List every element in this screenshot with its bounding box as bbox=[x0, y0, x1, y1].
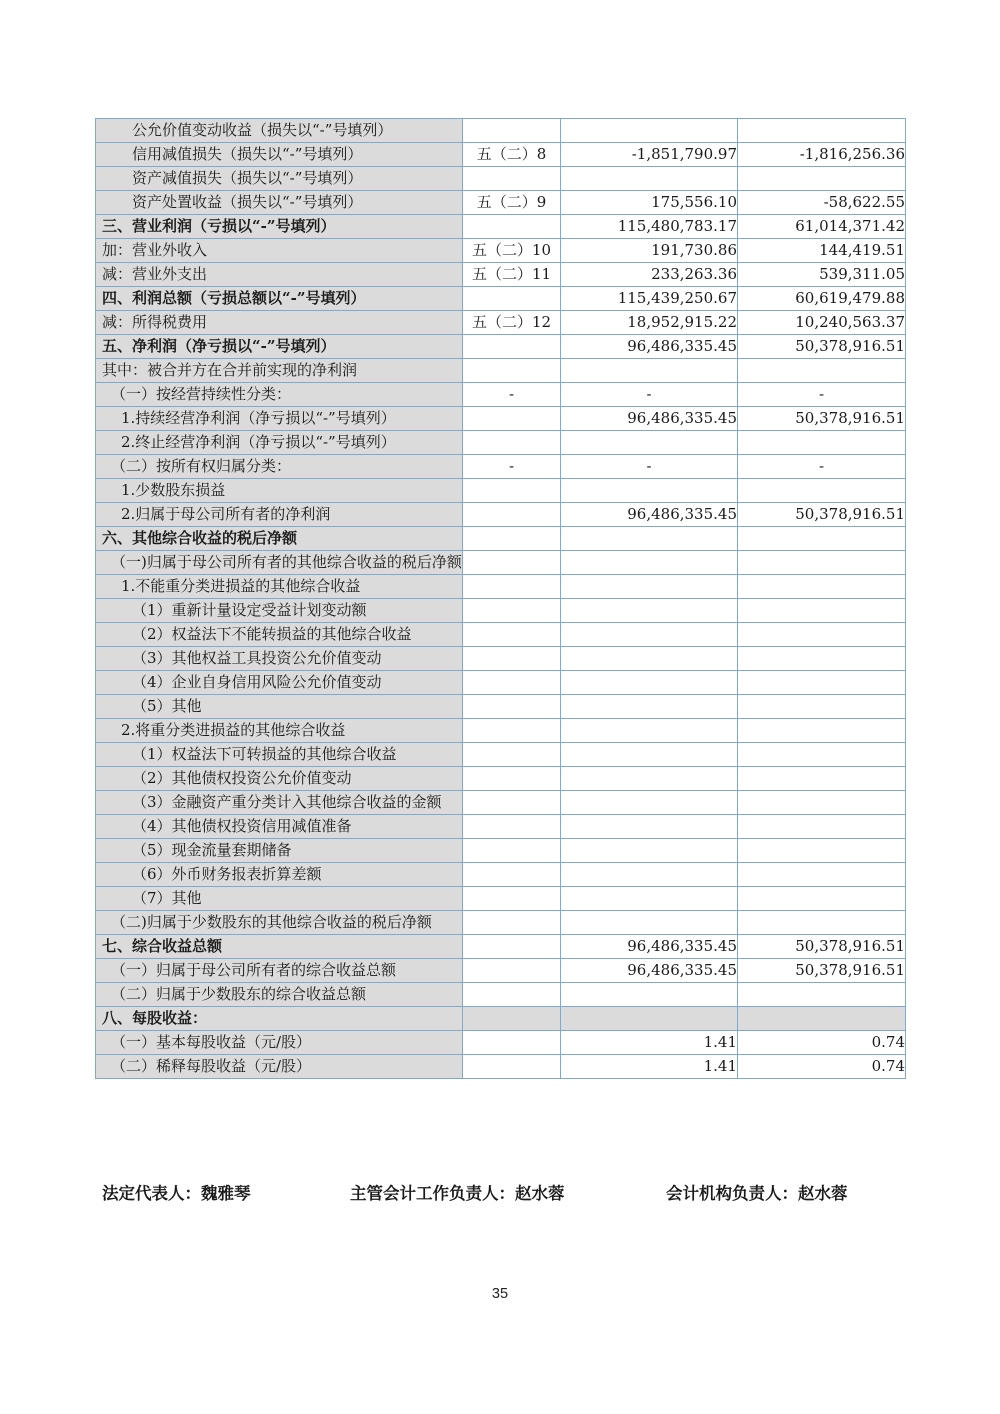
row-value-current-period bbox=[561, 863, 738, 887]
table-row bbox=[96, 815, 906, 839]
income-statement-table bbox=[95, 118, 906, 1079]
row-label: （5）其他 bbox=[96, 695, 463, 719]
row-value-prior-period bbox=[738, 743, 906, 767]
row-value-prior-period bbox=[738, 695, 906, 719]
table-row bbox=[96, 791, 906, 815]
row-value-prior-period bbox=[738, 863, 906, 887]
row-value-current-period: 96,486,335.45 bbox=[561, 959, 738, 983]
row-value-prior-period bbox=[738, 599, 906, 623]
row-label: 八、每股收益： bbox=[96, 1007, 463, 1031]
row-note: - bbox=[463, 455, 561, 479]
table-row bbox=[96, 1055, 906, 1079]
row-note bbox=[463, 215, 561, 239]
row-label: （二）稀释每股收益（元/股） bbox=[96, 1055, 463, 1079]
row-value-prior-period: - bbox=[738, 383, 906, 407]
table-row bbox=[96, 935, 906, 959]
row-note bbox=[463, 431, 561, 455]
row-note bbox=[463, 839, 561, 863]
table-row bbox=[96, 311, 906, 335]
table-row bbox=[96, 959, 906, 983]
row-note bbox=[463, 287, 561, 311]
row-value-current-period: 233,263.36 bbox=[561, 263, 738, 287]
row-value-prior-period: -58,622.55 bbox=[738, 191, 906, 215]
row-value-prior-period: - bbox=[738, 455, 906, 479]
table-row bbox=[96, 383, 906, 407]
row-value-current-period bbox=[561, 839, 738, 863]
row-value-prior-period: 10,240,563.37 bbox=[738, 311, 906, 335]
table-row bbox=[96, 359, 906, 383]
row-value-prior-period bbox=[738, 623, 906, 647]
row-label: 2.终止经营净利润（净亏损以“-”号填列） bbox=[96, 431, 463, 455]
table-row bbox=[96, 887, 906, 911]
row-note bbox=[463, 695, 561, 719]
row-value-prior-period: 50,378,916.51 bbox=[738, 935, 906, 959]
row-value-prior-period bbox=[738, 815, 906, 839]
row-label: （2）其他债权投资公允价值变动 bbox=[96, 767, 463, 791]
row-label: 其中：被合并方在合并前实现的净利润 bbox=[96, 359, 463, 383]
row-note bbox=[463, 887, 561, 911]
row-note bbox=[463, 767, 561, 791]
row-value-prior-period: 144,419.51 bbox=[738, 239, 906, 263]
row-value-current-period bbox=[561, 167, 738, 191]
row-value-current-period: 115,439,250.67 bbox=[561, 287, 738, 311]
row-value-prior-period bbox=[738, 719, 906, 743]
row-label: （二）归属于少数股东的综合收益总额 bbox=[96, 983, 463, 1007]
row-label: 减：所得税费用 bbox=[96, 311, 463, 335]
table-row bbox=[96, 143, 906, 167]
row-value-current-period bbox=[561, 671, 738, 695]
table-row bbox=[96, 743, 906, 767]
row-note bbox=[463, 959, 561, 983]
table-row bbox=[96, 119, 906, 143]
table-row bbox=[96, 191, 906, 215]
row-note: 五（二）9 bbox=[463, 191, 561, 215]
row-value-prior-period bbox=[738, 839, 906, 863]
chief-accounting-officer-signoff: 主管会计工作负责人：赵水蓉 bbox=[350, 1184, 565, 1203]
row-label: 五、净利润（净亏损以“-”号填列） bbox=[96, 335, 463, 359]
row-note bbox=[463, 479, 561, 503]
row-value-prior-period bbox=[738, 671, 906, 695]
row-label: （4）其他债权投资信用减值准备 bbox=[96, 815, 463, 839]
row-label: （二)归属于少数股东的其他综合收益的税后净额 bbox=[96, 911, 463, 935]
row-value-current-period bbox=[561, 911, 738, 935]
row-note: - bbox=[463, 383, 561, 407]
row-value-prior-period bbox=[738, 359, 906, 383]
table-row bbox=[96, 983, 906, 1007]
row-label: （2）权益法下不能转损益的其他综合收益 bbox=[96, 623, 463, 647]
row-value-current-period bbox=[561, 791, 738, 815]
row-value-prior-period bbox=[738, 119, 906, 143]
row-note bbox=[463, 599, 561, 623]
row-value-prior-period: 60,619,479.88 bbox=[738, 287, 906, 311]
row-note: 五（二）11 bbox=[463, 263, 561, 287]
accounting-department-head-signoff: 会计机构负责人：赵水蓉 bbox=[666, 1184, 848, 1203]
table-row bbox=[96, 863, 906, 887]
row-value-prior-period: -1,816,256.36 bbox=[738, 143, 906, 167]
row-value-prior-period bbox=[738, 431, 906, 455]
row-note: 五（二）10 bbox=[463, 239, 561, 263]
table-row bbox=[96, 239, 906, 263]
row-value-prior-period bbox=[738, 527, 906, 551]
table-row bbox=[96, 287, 906, 311]
table-row bbox=[96, 263, 906, 287]
table-row bbox=[96, 767, 906, 791]
table-row bbox=[96, 455, 906, 479]
row-note bbox=[463, 575, 561, 599]
row-value-prior-period: 61,014,371.42 bbox=[738, 215, 906, 239]
row-label: 减：营业外支出 bbox=[96, 263, 463, 287]
row-value-prior-period: 0.74 bbox=[738, 1055, 906, 1079]
row-label: 资产处置收益（损失以“-”号填列） bbox=[96, 191, 463, 215]
row-note bbox=[463, 407, 561, 431]
row-label: 三、营业利润（亏损以“-”号填列） bbox=[96, 215, 463, 239]
table-row bbox=[96, 599, 906, 623]
row-value-prior-period: 0.74 bbox=[738, 1031, 906, 1055]
row-label: （3）其他权益工具投资公允价值变动 bbox=[96, 647, 463, 671]
row-value-current-period: - bbox=[561, 455, 738, 479]
row-label: （一）基本每股收益（元/股） bbox=[96, 1031, 463, 1055]
row-value-prior-period bbox=[738, 647, 906, 671]
row-value-prior-period bbox=[738, 167, 906, 191]
table-row bbox=[96, 431, 906, 455]
table-row bbox=[96, 1031, 906, 1055]
row-label: （一）按经营持续性分类： bbox=[96, 383, 463, 407]
row-note bbox=[463, 719, 561, 743]
row-value-prior-period bbox=[738, 1007, 906, 1031]
table-row bbox=[96, 911, 906, 935]
row-value-prior-period: 50,378,916.51 bbox=[738, 503, 906, 527]
row-note bbox=[463, 119, 561, 143]
row-value-prior-period: 50,378,916.51 bbox=[738, 959, 906, 983]
row-value-current-period: 96,486,335.45 bbox=[561, 935, 738, 959]
row-value-current-period: 18,952,915.22 bbox=[561, 311, 738, 335]
row-note bbox=[463, 167, 561, 191]
row-value-prior-period: 50,378,916.51 bbox=[738, 335, 906, 359]
income-statement-table-body bbox=[96, 119, 906, 1079]
row-value-current-period bbox=[561, 527, 738, 551]
row-value-current-period: 175,556.10 bbox=[561, 191, 738, 215]
table-row bbox=[96, 503, 906, 527]
row-value-current-period bbox=[561, 719, 738, 743]
row-label: 1.持续经营净利润（净亏损以“-”号填列） bbox=[96, 407, 463, 431]
row-note bbox=[463, 791, 561, 815]
table-row bbox=[96, 407, 906, 431]
row-label: （一)归属于母公司所有者的其他综合收益的税后净额 bbox=[96, 551, 463, 575]
row-note bbox=[463, 359, 561, 383]
row-value-prior-period: 539,311.05 bbox=[738, 263, 906, 287]
row-value-current-period: 1.41 bbox=[561, 1055, 738, 1079]
row-value-current-period bbox=[561, 1007, 738, 1031]
row-value-current-period bbox=[561, 575, 738, 599]
row-label: （3）金融资产重分类计入其他综合收益的金额 bbox=[96, 791, 463, 815]
row-value-prior-period bbox=[738, 767, 906, 791]
row-value-current-period: 1.41 bbox=[561, 1031, 738, 1055]
table-row bbox=[96, 1007, 906, 1031]
table-row bbox=[96, 647, 906, 671]
row-note bbox=[463, 671, 561, 695]
legal-representative-signoff: 法定代表人：魏雅琴 bbox=[102, 1184, 251, 1203]
row-note bbox=[463, 1007, 561, 1031]
row-value-current-period bbox=[561, 599, 738, 623]
row-value-current-period bbox=[561, 695, 738, 719]
row-note bbox=[463, 527, 561, 551]
row-value-current-period bbox=[561, 431, 738, 455]
table-row bbox=[96, 551, 906, 575]
row-label: 资产减值损失（损失以“-”号填列） bbox=[96, 167, 463, 191]
row-label: 加：营业外收入 bbox=[96, 239, 463, 263]
row-note bbox=[463, 503, 561, 527]
row-note bbox=[463, 1055, 561, 1079]
row-label: 七、综合收益总额 bbox=[96, 935, 463, 959]
row-note bbox=[463, 863, 561, 887]
page-number: 35 bbox=[491, 1286, 509, 1302]
row-value-current-period bbox=[561, 119, 738, 143]
row-label: （6）外币财务报表折算差额 bbox=[96, 863, 463, 887]
table-row bbox=[96, 527, 906, 551]
row-value-prior-period bbox=[738, 479, 906, 503]
row-note bbox=[463, 743, 561, 767]
table-row bbox=[96, 575, 906, 599]
row-value-current-period: 96,486,335.45 bbox=[561, 503, 738, 527]
row-label: （4）企业自身信用风险公允价值变动 bbox=[96, 671, 463, 695]
row-value-current-period bbox=[561, 815, 738, 839]
row-note bbox=[463, 935, 561, 959]
row-value-current-period bbox=[561, 479, 738, 503]
row-label: （二）按所有权归属分类： bbox=[96, 455, 463, 479]
row-value-prior-period bbox=[738, 887, 906, 911]
row-note: 五（二）8 bbox=[463, 143, 561, 167]
row-label: 四、利润总额（亏损总额以“-”号填列） bbox=[96, 287, 463, 311]
table-row bbox=[96, 335, 906, 359]
row-value-prior-period bbox=[738, 575, 906, 599]
row-note bbox=[463, 647, 561, 671]
table-row bbox=[96, 671, 906, 695]
row-value-current-period bbox=[561, 767, 738, 791]
row-value-prior-period bbox=[738, 983, 906, 1007]
row-label: 六、其他综合收益的税后净额 bbox=[96, 527, 463, 551]
row-value-current-period bbox=[561, 647, 738, 671]
row-value-prior-period bbox=[738, 551, 906, 575]
table-row bbox=[96, 695, 906, 719]
row-note bbox=[463, 623, 561, 647]
row-value-prior-period bbox=[738, 791, 906, 815]
row-value-current-period bbox=[561, 887, 738, 911]
row-label: （1）权益法下可转损益的其他综合收益 bbox=[96, 743, 463, 767]
table-row bbox=[96, 167, 906, 191]
row-value-current-period bbox=[561, 623, 738, 647]
row-note bbox=[463, 551, 561, 575]
row-value-current-period bbox=[561, 359, 738, 383]
row-note bbox=[463, 911, 561, 935]
row-value-current-period: 96,486,335.45 bbox=[561, 335, 738, 359]
row-label: 2.归属于母公司所有者的净利润 bbox=[96, 503, 463, 527]
row-value-prior-period: 50,378,916.51 bbox=[738, 407, 906, 431]
table-row bbox=[96, 479, 906, 503]
row-label: 2.将重分类进损益的其他综合收益 bbox=[96, 719, 463, 743]
table-row bbox=[96, 719, 906, 743]
table-row bbox=[96, 215, 906, 239]
row-label: 1.不能重分类进损益的其他综合收益 bbox=[96, 575, 463, 599]
row-note bbox=[463, 335, 561, 359]
table-row bbox=[96, 839, 906, 863]
row-label: 1.少数股东损益 bbox=[96, 479, 463, 503]
row-note: 五（二）12 bbox=[463, 311, 561, 335]
row-value-current-period bbox=[561, 551, 738, 575]
row-value-current-period bbox=[561, 983, 738, 1007]
row-label: 公允价值变动收益（损失以“-”号填列） bbox=[96, 119, 463, 143]
row-value-current-period: 115,480,783.17 bbox=[561, 215, 738, 239]
row-label: （5）现金流量套期储备 bbox=[96, 839, 463, 863]
table-row bbox=[96, 623, 906, 647]
row-value-current-period: -1,851,790.97 bbox=[561, 143, 738, 167]
row-label: （1）重新计量设定受益计划变动额 bbox=[96, 599, 463, 623]
row-note bbox=[463, 983, 561, 1007]
row-value-current-period: 191,730.86 bbox=[561, 239, 738, 263]
row-label: （7）其他 bbox=[96, 887, 463, 911]
row-value-prior-period bbox=[738, 911, 906, 935]
row-label: （一）归属于母公司所有者的综合收益总额 bbox=[96, 959, 463, 983]
row-value-current-period bbox=[561, 743, 738, 767]
row-value-current-period: 96,486,335.45 bbox=[561, 407, 738, 431]
row-label: 信用减值损失（损失以“-”号填列） bbox=[96, 143, 463, 167]
row-note bbox=[463, 815, 561, 839]
row-value-current-period: - bbox=[561, 383, 738, 407]
row-note bbox=[463, 1031, 561, 1055]
